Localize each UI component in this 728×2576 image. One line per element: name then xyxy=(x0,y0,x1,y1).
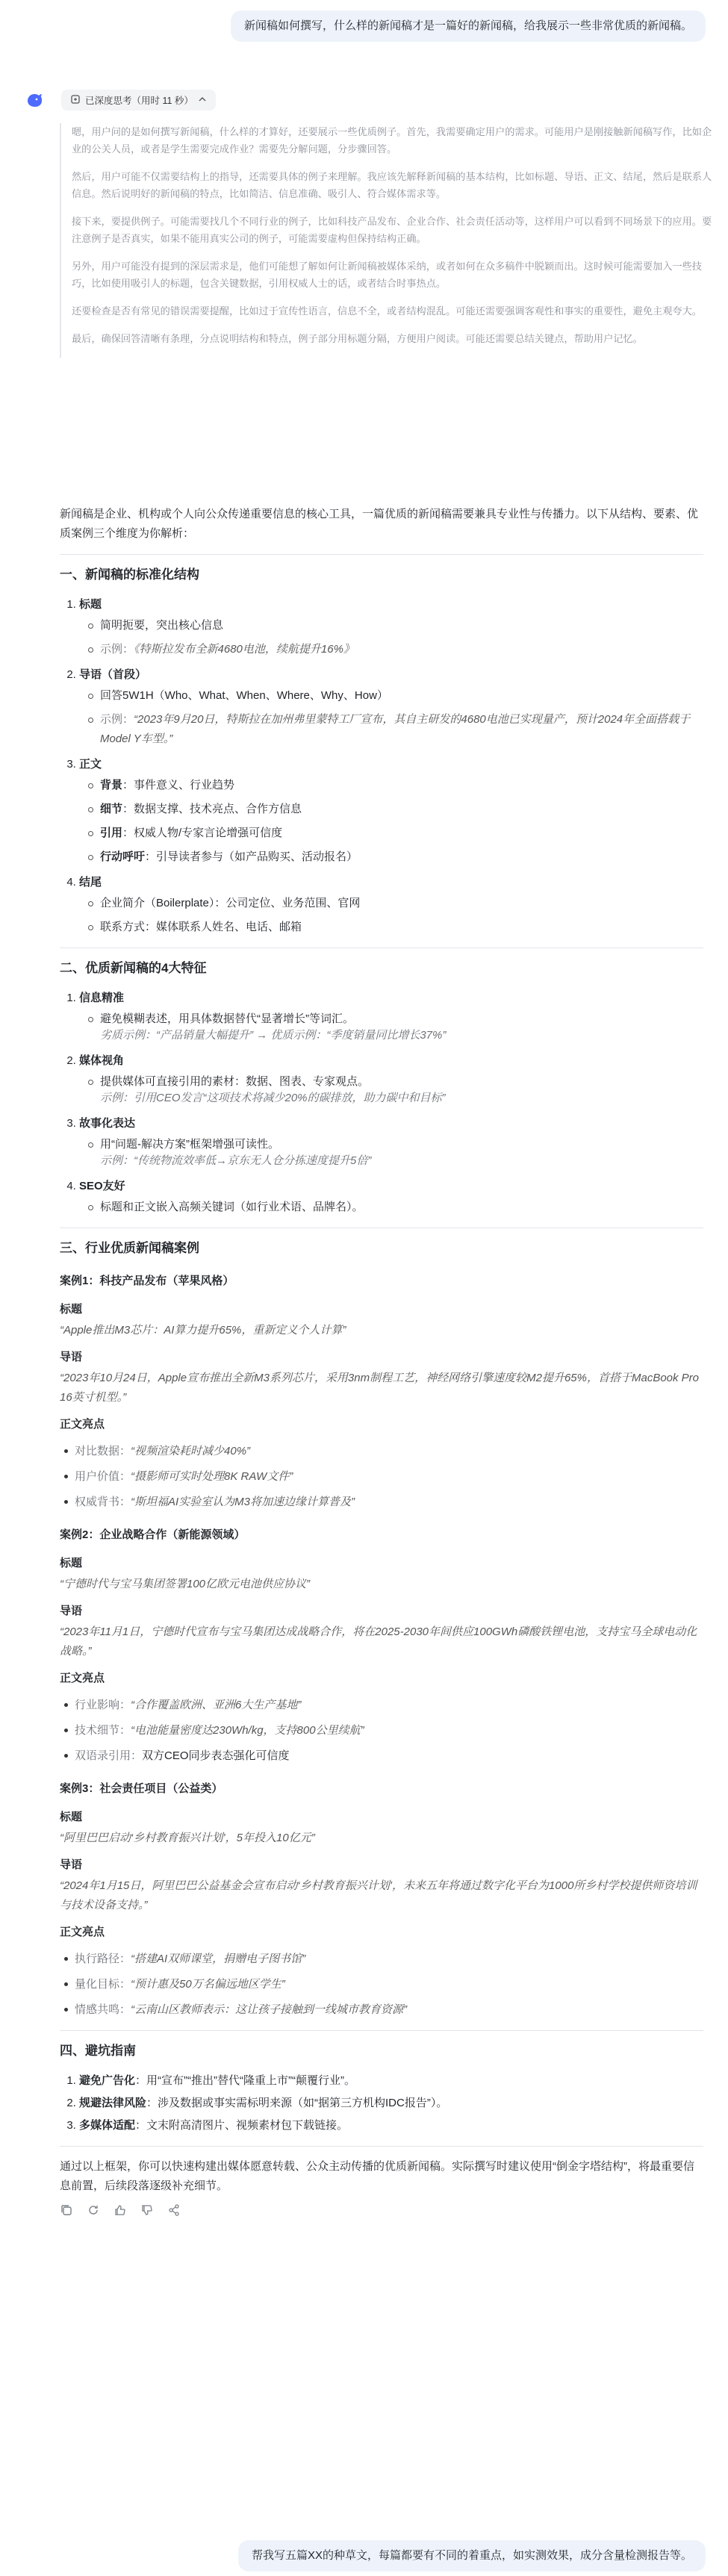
list-item xyxy=(79,2094,703,2113)
bullet-prefix: 行业影响： xyxy=(75,1699,131,1711)
thinking-icon xyxy=(70,94,81,107)
bullet-text: 双方CEO同步表态强化可信度 xyxy=(142,1749,290,1762)
item-text: ：涉及数据或事实需标明来源（如“据第三方机构IDC报告”）。 xyxy=(146,2097,448,2109)
case-heading: 案例2：企业战略合作（新能源领域） xyxy=(60,1528,246,1541)
item-bold: 避免广告化 xyxy=(79,2074,136,2087)
assistant-logo-icon xyxy=(24,90,45,111)
bullet-prefix: 执行路径： xyxy=(75,1953,131,1965)
example-note: 劣质示例：“产品销量大幅提升” → 优质示例：“季度销量同比增长37%” xyxy=(100,1029,447,1042)
sub-item xyxy=(100,776,703,795)
sub-item xyxy=(100,640,703,659)
bullet-text: “摄影师可实时处理8K RAW文件” xyxy=(131,1470,293,1483)
example-note: 示例：引用CEO发言“这项技术将减少20%的碳排放，助力碳中和目标” xyxy=(100,1092,446,1104)
thinking-content xyxy=(60,123,715,358)
bullet-text: “合作覆盖欧洲、亚洲6大生产基地” xyxy=(131,1699,302,1711)
thinking-label: 已深度思考（用时 11 秒） xyxy=(85,96,193,106)
divider xyxy=(60,2030,703,2031)
bullet-prefix: 双语录引用： xyxy=(75,1749,143,1762)
sub-text: ：权威人物/专家言论增强可信度 xyxy=(122,827,283,839)
sub-item xyxy=(100,824,703,843)
thinking-paragraph: 还要检查是否有常见的错误需要提醒，比如过于宣传性语言，信息不全，或者结构混乱。可能还需要强调客观性和事实的重要性，避免主观夸大。 xyxy=(72,305,702,317)
section-heading: 二、优质新闻稿的4大特征 xyxy=(60,961,207,975)
share-icon[interactable] xyxy=(167,2203,181,2217)
case-block xyxy=(60,1272,703,1512)
thinking-toggle[interactable] xyxy=(61,90,216,111)
assistant-answer xyxy=(60,505,703,2217)
sub-item xyxy=(100,800,703,819)
sub-text: 企业简介（Boilerplate）：公司定位、业务范围、官网 xyxy=(100,897,361,909)
chevron-up-icon xyxy=(198,95,207,106)
pitfall-list xyxy=(60,2071,703,2135)
sub-text: 用“问题-解决方案”框架增强可读性。 xyxy=(100,1138,279,1151)
thinking-paragraph: 然后，用户可能不仅需要结构上的指导，还需要具体的例子来理解。我应该先解释新闻稿的基本结构，比如标题、导语、正文、结尾，然后是联系人信息。然后说明好的新闻稿的特点，比如简洁、信息准确、吸引人、符合媒体需求等。 xyxy=(72,171,712,199)
bullet-text: “视频渲染耗时减少40%” xyxy=(131,1445,251,1457)
sub-item xyxy=(100,616,703,635)
user-message: 新闻稿如何撰写，什么样的新闻稿才是一篇好的新闻稿，给我展示一些非常优质的新闻稿。 xyxy=(231,10,706,42)
sub-prefix: 示例： xyxy=(100,643,134,656)
sub-bold: 行动呼吁 xyxy=(100,850,146,863)
divider xyxy=(60,554,703,555)
case-bullet xyxy=(75,1696,703,1715)
case-label: 正文亮点 xyxy=(60,1926,105,1938)
list-item xyxy=(79,1114,703,1171)
example-note: 示例：“传统物流效率低→京东无人仓分拣速度提升5倍” xyxy=(100,1154,372,1167)
case-heading: 案例3：社会责任项目（公益类） xyxy=(60,1782,223,1795)
answer-closing: 通过以上框架，你可以快速构建出媒体愿意转载、公众主动传播的优质新闻稿。实际撰写时建议使用“倒金字塔结构”，将最重要信息前置，后续段落逐级补充细节。 xyxy=(60,2160,694,2192)
list-item xyxy=(79,595,703,659)
item-bold: 多媒体适配 xyxy=(79,2119,136,2132)
bullet-text: “斯坦福AI实验室认为M3将加速边缘计算普及” xyxy=(131,1496,355,1508)
list-item xyxy=(79,1177,703,1217)
thinking-paragraph: 另外，用户可能没有提到的深层需求是，他们可能想了解如何让新闻稿被媒体采纳，或者如何在众多稿件中脱颖而出。这时候可能需要加入一些技巧，比如使用吸引人的标题，包含关键数据，引用权威人士的话，或者结合时事热点。 xyxy=(72,261,702,289)
item-heading: 媒体视角 xyxy=(79,1054,125,1067)
case-label: 正文亮点 xyxy=(60,1672,105,1684)
case-bullet xyxy=(75,1950,703,1969)
sub-item xyxy=(100,847,703,867)
features-list xyxy=(60,989,703,1217)
sub-item xyxy=(100,918,703,937)
case-title: “Apple推出M3芯片：AI算力提升65%，重新定义个人计算” xyxy=(60,1324,346,1337)
copy-icon[interactable] xyxy=(60,2203,73,2217)
user-message: 帮我写五篇XX的种草文，每篇都要有不同的着重点，如实测效果，成分含量检测报告等。 xyxy=(238,2540,706,2572)
sub-text: ：引导读者参与（如产品购买、活动报名） xyxy=(145,850,358,863)
bullet-text: “电池能量密度达230Wh/kg，支持800公里续航” xyxy=(131,1724,364,1737)
sub-item xyxy=(100,1198,703,1217)
case-lead: “2023年11月1日，宁德时代宣布与宝马集团达成战略合作，将在2025-2030年间供应100GWh磷酸铁锂电池，支持宝马全球电动化战略。” xyxy=(60,1625,697,1658)
sub-text: ：数据支撑、技术亮点、合作方信息 xyxy=(122,803,302,815)
sub-text: 简明扼要，突出核心信息 xyxy=(100,619,224,632)
sub-bold: 背景 xyxy=(100,779,123,791)
sub-example: 《特斯拉发布全新4680电池，续航提升16%》 xyxy=(134,643,355,656)
case-label: 标题 xyxy=(60,1811,83,1823)
item-text: ：用“宣布”“推出”替代“隆重上市”“颠覆行业”。 xyxy=(135,2074,355,2087)
item-heading: 故事化表达 xyxy=(79,1117,136,1130)
item-bold: 规避法律风险 xyxy=(79,2097,147,2109)
case-bullet xyxy=(75,1467,703,1487)
case-heading: 案例1：科技产品发布（苹果风格） xyxy=(60,1275,234,1287)
bullet-prefix: 技术细节： xyxy=(75,1724,131,1737)
list-item xyxy=(79,1051,703,1108)
list-item xyxy=(79,989,703,1045)
bullet-prefix: 对比数据： xyxy=(75,1445,131,1457)
case-label: 标题 xyxy=(60,1303,83,1316)
item-heading: 标题 xyxy=(79,598,102,611)
thinking-paragraph: 嗯，用户问的是如何撰写新闻稿，什么样的才算好，还要展示一些优质例子。首先，我需要确定用户的需求。可能用户是刚接触新闻稿写作，比如企业的公关人员，或者是学生需要完成作业？需要先分解问题，分步骤回答。 xyxy=(72,126,712,155)
item-heading: 正文 xyxy=(79,758,102,771)
section-heading: 四、避坑指南 xyxy=(60,2044,136,2058)
case-bullet xyxy=(75,1442,703,1461)
bullet-prefix: 用户价值： xyxy=(75,1470,131,1483)
case-lead: “2023年10月24日，Apple宣布推出全新M3系列芯片，采用3nm制程工艺，神经网络引擎速度较M2提升65%，首搭于MacBook Pro 16英寸机型。” xyxy=(60,1372,700,1404)
case-label: 正文亮点 xyxy=(60,1418,105,1431)
sub-bold: 引用 xyxy=(100,827,123,839)
message-actions xyxy=(60,2203,703,2217)
refresh-icon[interactable] xyxy=(87,2203,100,2217)
answer-intro: 新闻稿是企业、机构或个人向公众传递重要信息的核心工具，一篇优质的新闻稿需要兼具专业性与传播力。以下从结构、要素、优质案例三个维度为你解析： xyxy=(60,508,699,540)
sub-text: 提供媒体可直接引用的素材：数据、图表、专家观点。 xyxy=(100,1075,370,1088)
bullet-text: “云南山区教师表示：这让孩子接触到一线城市教育资源” xyxy=(131,2003,408,2016)
sub-text: 回答5W1H（Who、What、When、Where、Why、How） xyxy=(100,689,388,702)
sub-item xyxy=(100,1072,703,1108)
case-bullet xyxy=(75,2000,703,2020)
case-label: 导语 xyxy=(60,1351,83,1363)
section-heading: 三、行业优质新闻稿案例 xyxy=(60,1241,199,1255)
thinking-paragraph: 最后，确保回答清晰有条理，分点说明结构和特点，例子部分用标题分隔，方便用户阅读。可能还需要总结关键点，帮助用户记忆。 xyxy=(72,333,643,344)
case-bullet xyxy=(75,1493,703,1512)
case-title: “宁德时代与宝马集团签署100亿欧元电池供应协议” xyxy=(60,1578,311,1590)
sub-text: 标题和正文嵌入高频关键词（如行业术语、品牌名）。 xyxy=(100,1201,364,1213)
sub-bold: 细节 xyxy=(100,803,123,815)
structure-list xyxy=(60,595,703,937)
sub-text: 避免模糊表述，用具体数据替代“显著增长”等词汇。 xyxy=(100,1012,354,1025)
section-heading: 一、新闻稿的标准化结构 xyxy=(60,567,199,582)
sub-text: 联系方式：媒体联系人姓名、电话、邮箱 xyxy=(100,921,302,933)
case-label: 标题 xyxy=(60,1557,83,1569)
case-bullet xyxy=(75,1975,703,1994)
item-text: ：文末附高清图片、视频素材包下载链接。 xyxy=(135,2119,349,2132)
sub-item xyxy=(100,710,703,749)
list-item xyxy=(79,2071,703,2091)
sub-text: ：事件意义、行业趋势 xyxy=(122,779,235,791)
case-block xyxy=(60,1525,703,1766)
case-block xyxy=(60,1779,703,2020)
list-item xyxy=(79,2116,703,2135)
sub-example: “2023年9月20日，特斯拉在加州弗里蒙特工厂宣布，其自主研发的4680电池已实现量产，预计2024年全面搭载于Model Y车型。” xyxy=(100,713,691,745)
sub-item xyxy=(100,894,703,913)
case-label: 导语 xyxy=(60,1605,83,1617)
sub-prefix: 示例： xyxy=(100,713,134,726)
item-heading: 信息精准 xyxy=(79,992,125,1004)
list-item xyxy=(79,755,703,867)
case-label: 导语 xyxy=(60,1858,83,1871)
bullet-prefix: 权威背书： xyxy=(75,1496,131,1508)
item-heading: 结尾 xyxy=(79,876,102,889)
list-item xyxy=(79,873,703,937)
divider xyxy=(60,2146,703,2147)
bullet-text: “预计惠及50万名偏远地区学生” xyxy=(131,1978,285,1991)
case-lead: “2024年1月15日，阿里巴巴公益基金会宣布启动‘乡村教育振兴计划’，未来五年将通过数字化平台为1000所乡村学校提供师资培训与技术设备支持。” xyxy=(60,1879,697,1911)
bullet-text: “搭建AI双师课堂，捐赠电子图书馆” xyxy=(131,1953,306,1965)
bullet-prefix: 量化目标： xyxy=(75,1978,131,1991)
thumbs-up-icon[interactable] xyxy=(113,2203,127,2217)
case-title: “阿里巴巴启动‘乡村教育振兴计划’，5年投入10亿元” xyxy=(60,1832,315,1844)
item-heading: SEO友好 xyxy=(79,1180,125,1192)
sub-item xyxy=(100,1135,703,1171)
sub-item xyxy=(100,686,703,706)
thinking-paragraph: 接下来，要提供例子。可能需要找几个不同行业的例子，比如科技产品发布、企业合作、社会责任活动等，这样用户可以看到不同场景下的应用。要注意例子是否真实，如果不能用真实公司的例子，可能需要虚构但保持结构正确。 xyxy=(72,216,712,244)
item-heading: 导语（首段） xyxy=(79,668,147,681)
bullet-prefix: 情感共鸣： xyxy=(75,2003,131,2016)
case-bullet xyxy=(75,1721,703,1740)
list-item xyxy=(79,665,703,749)
thumbs-down-icon[interactable] xyxy=(140,2203,154,2217)
case-bullet xyxy=(75,1746,703,1766)
sub-item xyxy=(100,1009,703,1045)
